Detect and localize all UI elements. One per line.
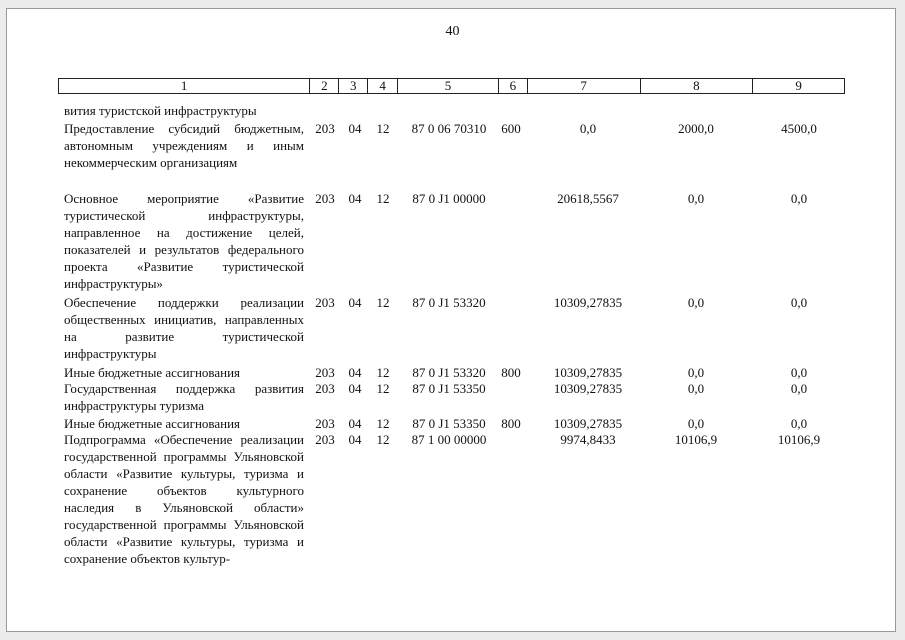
- header-col-2: 2: [310, 79, 339, 93]
- cell-col-9: 0,0: [790, 381, 808, 396]
- cell-col-3: 04: [348, 432, 362, 447]
- cell-col-5: 87 0 J1 53320: [412, 365, 486, 380]
- row-name: Иные бюджетные ассигнования: [64, 416, 241, 431]
- cell-col-9: 4500,0: [781, 121, 817, 136]
- cell-col-3: 04: [348, 416, 362, 431]
- cell-col-2: 203: [315, 432, 335, 447]
- cell-col-7: 20618,5567: [557, 191, 619, 206]
- cell-col-6: 600: [501, 121, 521, 136]
- cell-col-8: 0,0: [687, 295, 705, 310]
- cell-col-4: 12: [376, 295, 390, 310]
- cell-col-5: 87 1 00 00000: [411, 432, 487, 447]
- cell-col-5: 87 0 J1 53350: [412, 416, 486, 431]
- cell-col-3: 04: [348, 365, 362, 380]
- cell-col-3: 04: [348, 295, 362, 310]
- row-name: Основное мероприятие «Развитие туристической инфраструктуры, направленное на достижение целей, показателей и результатов федерального проекта «Развитие туристической инфраструктуры»: [64, 191, 304, 291]
- header-col-6: 6: [499, 79, 528, 93]
- row-name: Государственная поддержка развития инфраструктуры туризма: [64, 381, 304, 413]
- row-name: Иные бюджетные ассигнования: [64, 365, 241, 380]
- cell-col-9: 0,0: [790, 416, 808, 431]
- cell-col-8: 0,0: [687, 191, 705, 206]
- cell-col-2: 203: [315, 381, 335, 396]
- cell-col-3: 04: [348, 381, 362, 396]
- cell-col-9: 10106,9: [777, 432, 821, 447]
- cell-col-9: 0,0: [790, 191, 808, 206]
- cell-col-7: 9974,8433: [560, 432, 616, 447]
- header-col-1: 1: [59, 79, 310, 93]
- cell-col-4: 12: [376, 121, 390, 136]
- cell-col-7: 0,0: [579, 121, 597, 136]
- cell-col-5: 87 0 J1 00000: [412, 191, 486, 206]
- header-col-3: 3: [339, 79, 368, 93]
- header-col-9: 9: [795, 78, 802, 93]
- cell-col-9: 0,0: [790, 365, 808, 380]
- header-col-8: 8: [641, 79, 754, 93]
- cell-col-8: 10106,9: [674, 432, 718, 447]
- cell-col-7: 10309,27835: [553, 295, 623, 310]
- cell-col-2: 203: [315, 416, 335, 431]
- cell-col-2: 203: [315, 295, 335, 310]
- cell-col-5: 87 0 J1 53350: [412, 381, 486, 396]
- cell-col-2: 203: [315, 121, 335, 136]
- cell-col-3: 04: [348, 121, 362, 136]
- cell-col-7: 10309,27835: [553, 416, 623, 431]
- cell-col-8: 0,0: [687, 381, 705, 396]
- cell-col-2: 203: [315, 191, 335, 206]
- cell-col-4: 12: [376, 416, 390, 431]
- cell-col-3: 04: [348, 191, 362, 206]
- cell-col-4: 12: [376, 381, 390, 396]
- cell-col-7: 10309,27835: [553, 365, 623, 380]
- cell-col-8: 2000,0: [678, 121, 714, 136]
- cell-col-4: 12: [376, 365, 390, 380]
- cell-col-5: 87 0 06 70310: [411, 121, 487, 136]
- header-col-5: 5: [398, 79, 499, 93]
- cell-col-2: 203: [315, 365, 335, 380]
- table-header: [58, 78, 845, 94]
- header-col-4: 4: [368, 79, 398, 93]
- cell-col-9: 0,0: [790, 295, 808, 310]
- row-name: Предоставление субсидий бюджетным, автономным учреждениям и иным некоммерческим организациям: [64, 121, 304, 170]
- cell-col-4: 12: [376, 432, 390, 447]
- row-name: вития туристской инфраструктуры: [64, 103, 257, 118]
- cell-col-6: 800: [501, 416, 521, 431]
- cell-col-8: 0,0: [687, 365, 705, 380]
- page-number: 40: [445, 24, 460, 39]
- cell-col-4: 12: [376, 191, 390, 206]
- header-col-7: 7: [528, 79, 641, 93]
- row-name: Подпрограмма «Обеспечение реализации государственной программы Ульяновской области «Развитие культуры, туризма и сохранение объектов культурного наследия в Ульяновской области» государственной программы Ульяновской области «Развитие культуры, туризма и сохранение объектов культур-: [64, 432, 304, 566]
- cell-col-7: 10309,27835: [553, 381, 623, 396]
- cell-col-8: 0,0: [687, 416, 705, 431]
- row-name: Обеспечение поддержки реализации общественных инициатив, направленных на развитие туристической инфраструктуры: [64, 295, 304, 361]
- cell-col-5: 87 0 J1 53320: [412, 295, 486, 310]
- cell-col-6: 800: [501, 365, 521, 380]
